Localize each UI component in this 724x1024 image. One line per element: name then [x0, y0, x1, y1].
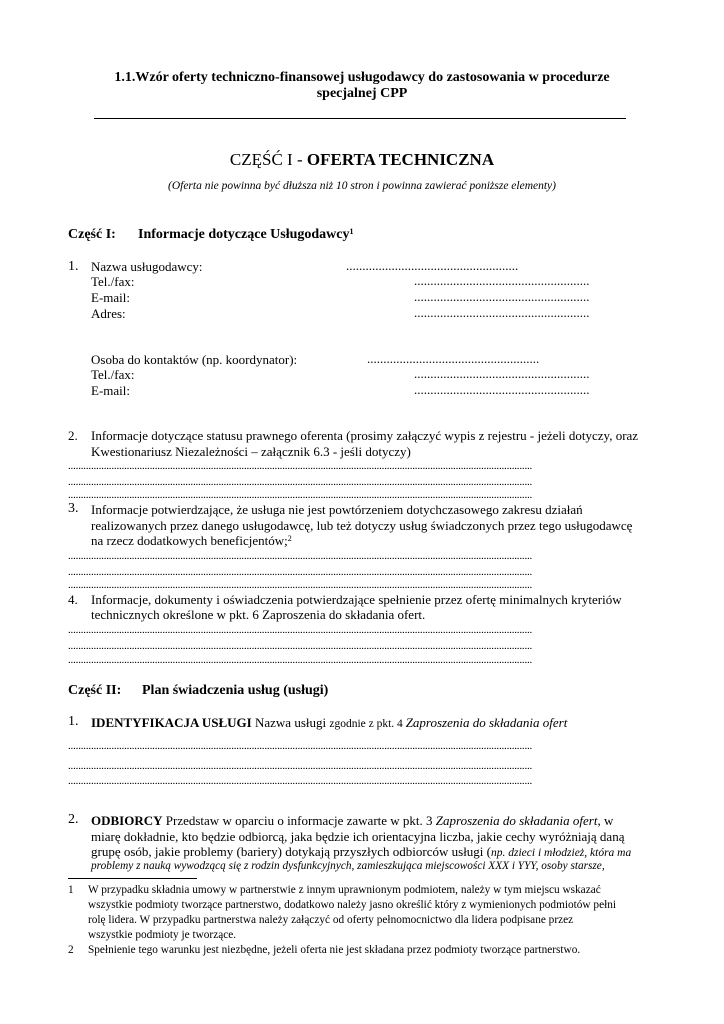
- service-id-number: 1.: [68, 714, 79, 729]
- item2-dotted-line: ......................................................................................................................................................................................: [68, 489, 533, 501]
- service-id-dotted-line: ......................................................................................................................................................................................: [68, 740, 533, 752]
- contact-email-field: ......................................................: [414, 382, 590, 397]
- provider-email-label: E-mail:: [91, 290, 130, 305]
- item3-line2: realizowanych przez danego usługodawcę, lub też dotyczy usług świadczonych przez tego usługodawcę: [91, 518, 633, 533]
- footnote-1-line3: rolę lidera. W przypadku partnerstwa należy załączyć od oferty pełnomocnictwo dla lidera podpisane przez: [88, 914, 574, 926]
- document-title: [0, 70, 724, 102]
- provider-tel-field: ......................................................: [414, 273, 590, 288]
- section2-title: Plan świadczenia usług (usługi): [142, 683, 329, 698]
- item4-dotted-line: ......................................................................................................................................................................................: [68, 624, 533, 636]
- item1-number: 1.: [68, 259, 79, 274]
- item3-dotted-line: ......................................................................................................................................................................................: [68, 566, 533, 578]
- item2-number: 2.: [68, 428, 78, 443]
- contact-email-label: E-mail:: [91, 383, 130, 398]
- item4-line2: technicznych określone w pkt. 6 Zaproszenia do składania ofert.: [91, 607, 426, 622]
- footnote-divider: [68, 878, 197, 879]
- provider-address-label: Adres:: [91, 306, 126, 321]
- provider-tel-label: Tel./fax:: [91, 274, 135, 289]
- recipients-line4: problemy z nauką wywodzącą się z rodzin dysfunkcyjnych, zamieszkująca miejscowości XXX i YYY, osoby starsze,: [91, 860, 605, 872]
- section2-label: Część II:: [68, 683, 122, 698]
- item3-dotted-line: ......................................................................................................................................................................................: [68, 550, 533, 562]
- footnote-2-line1: Spełnienie tego warunku jest niezbędne, jeżeli oferta nie jest składana przez podmioty tworzące partnerstwo.: [88, 944, 581, 956]
- item3-line3: na rzecz dodatkowych beneficjentów;$^2$: [91, 533, 292, 548]
- section1-title: Informacje dotyczące Usługodawcy$^1$: [138, 227, 354, 242]
- contact-tel-label: Tel./fax:: [91, 367, 135, 382]
- contact-person-label: Osoba do kontaktów (np. koordynator):: [91, 352, 298, 367]
- footnote-1-line4: wszystkie podmioty je tworzące.: [88, 929, 237, 941]
- item3-line1: Informacje potwierdzające, że usługa nie jest powtórzeniem dotychczasowego zakresu działań: [91, 502, 583, 517]
- recipients-line3: grupę osób, jakie problemy (bariery) dotykają przyszłych odbiorców usługi (np. dzieci i młodzież, która ma: [91, 844, 632, 859]
- contact-tel-field: ......................................................: [414, 366, 590, 381]
- provider-address-field: ......................................................: [414, 305, 590, 320]
- title-line-2: specjalnej CPP: [316, 86, 408, 101]
- provider-name-field: .....................................................: [346, 258, 519, 273]
- part-subtitle: (Oferta nie powinna być dłuższa niż 10 stron i powinna zawierać poniższe elementy): [168, 180, 556, 192]
- provider-email-field: ......................................................: [414, 289, 590, 304]
- footnote-ref-2: 2: [287, 534, 292, 543]
- part-heading-title: OFERTA TECHNICZNA: [306, 150, 495, 169]
- footnote-2-number: 2: [68, 944, 74, 956]
- title-line-1: 1.1.Wzór oferty techniczno-finansowej usługodawcy do zastosowania w procedurze: [114, 70, 610, 85]
- item4-dotted-line: ......................................................................................................................................................................................: [68, 640, 533, 652]
- service-id-dotted-line: ......................................................................................................................................................................................: [68, 775, 533, 787]
- service-id-text: IDENTYFIKACJA USŁUGI Nazwa usługi zgodnie z pkt. 4 Zaproszenia do składania ofert: [91, 715, 568, 730]
- item3-dotted-line: ......................................................................................................................................................................................: [68, 579, 533, 591]
- item3-number: 3.: [68, 501, 79, 516]
- section1-label: Część I:: [68, 227, 116, 242]
- recipients-line2: miarę dokładnie, kto będzie odbiorcą, jaka będzie ich orientacyjna liczba, jakie cechy wyróżniają daną: [91, 829, 625, 844]
- item2-dotted-line: ......................................................................................................................................................................................: [68, 460, 533, 472]
- part-heading: [0, 150, 724, 170]
- title-divider: [94, 118, 626, 119]
- part-heading-prefix: CZĘŚĆ I -: [229, 150, 307, 169]
- item2-dotted-line: ......................................................................................................................................................................................: [68, 476, 533, 488]
- item2-line2: Kwestionariusz Niezależności – załącznik 6.3 - jeśli dotyczy): [91, 444, 411, 459]
- footnote-1-line1: W przypadku składnia umowy w partnerstwie z innym uprawnionym podmiotem, należy w tym miejscu wskazać: [88, 884, 601, 896]
- recipients-number: 2.: [68, 812, 79, 827]
- item4-line1: Informacje, dokumenty i oświadczenia potwierdzające spełnienie przez ofertę minimalnych kryteriów: [91, 592, 622, 607]
- recipients-line1: ODBIORCY Przedstaw w oparciu o informacje zawarte w pkt. 3 Zaproszenia do składania ofert, w: [91, 813, 614, 828]
- footnote-1-number: 1: [68, 884, 74, 896]
- item4-number: 4.: [68, 592, 78, 607]
- contact-person-field: .....................................................: [367, 351, 540, 366]
- item4-dotted-line: ......................................................................................................................................................................................: [68, 654, 533, 666]
- footnote-ref-1: 1: [349, 227, 354, 236]
- service-id-dotted-line: ......................................................................................................................................................................................: [68, 760, 533, 772]
- provider-name-label: Nazwa usługodawcy:: [91, 259, 203, 274]
- footnote-1-line2: wszystkie podmioty tworzące partnerstwo, dodatkowo należy jasno określić który z wymienionych podmiotów pełni: [88, 899, 617, 911]
- item2-line1: Informacje dotyczące statusu prawnego oferenta (prosimy załączyć wypis z rejestru - jeżeli dotyczy, oraz: [91, 428, 639, 443]
